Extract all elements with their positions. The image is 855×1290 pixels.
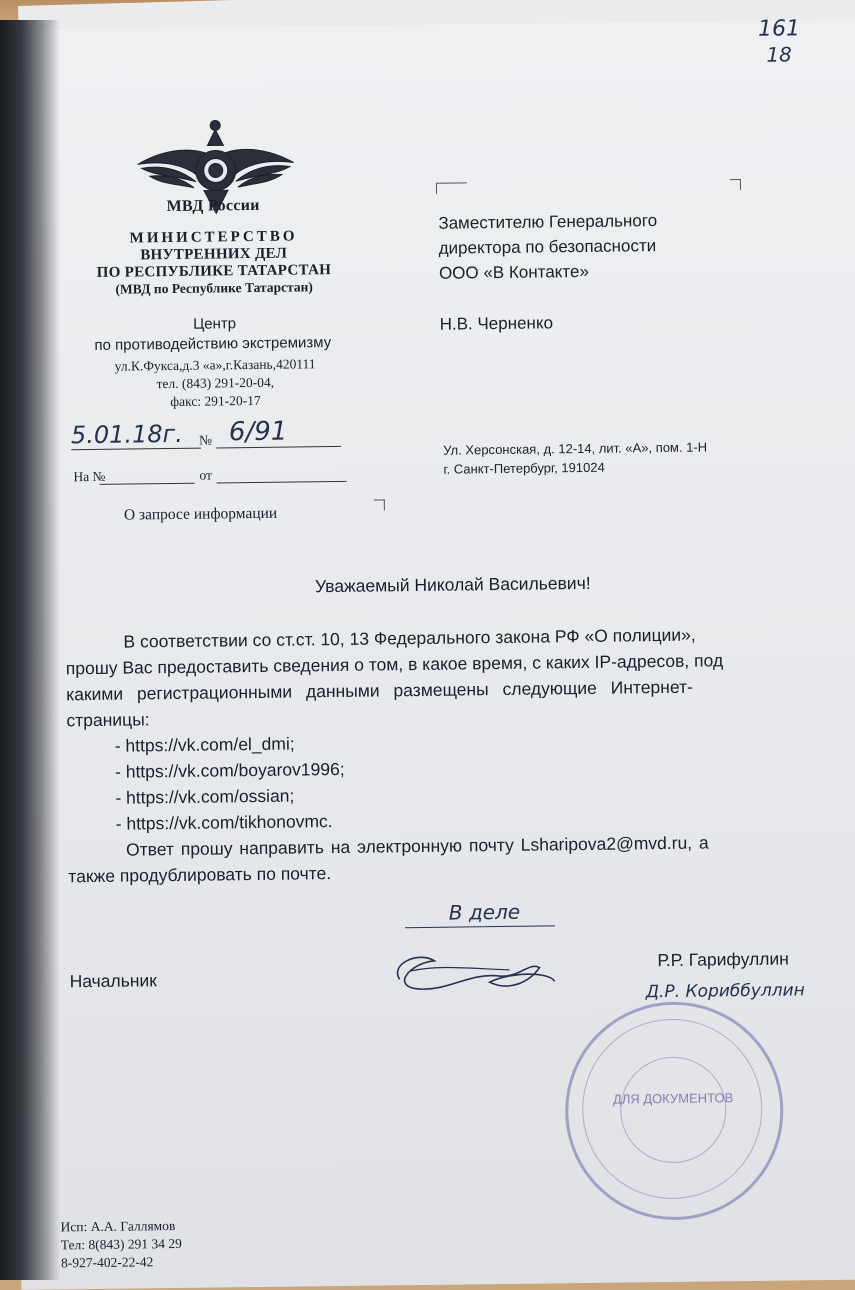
body-line4: страницы:: [66, 709, 150, 731]
letter-page: [6, 16, 855, 1290]
ref-from: от: [199, 467, 213, 483]
salutation: Уважаемый Николай Васильевич!: [314, 572, 591, 597]
sender-fax: факс: 291-20-17: [170, 392, 261, 410]
handwritten-number: 6/91: [228, 416, 288, 448]
link-tikhonovmc: - https://vk.com/tikhonovmc.: [115, 811, 333, 834]
center-line1: Центр: [193, 315, 237, 333]
addressee-line2: директора по безопасности: [438, 236, 657, 258]
photo-shadow-left: [0, 20, 60, 1280]
reply-line1: Ответ прошу направить на электронную почту Lsharipova2@mvd.ru, а: [125, 832, 709, 860]
resolution-underline: [405, 925, 555, 928]
number-sign: №: [198, 432, 213, 448]
executor-phone1: Тел: 8(843) 291 34 29: [60, 1235, 182, 1253]
sender-ministry-abbr: (МВД по Республике Татарстан): [115, 279, 313, 297]
addressee-address-line1: Ул. Херсонская, д. 12-14, лит. «А», пом. 1-Н: [443, 439, 708, 458]
page-number-bottom: 18: [766, 42, 792, 67]
date-underline: [71, 448, 201, 451]
signatory-name: Р.Р. Гарифуллин: [657, 948, 790, 971]
subject: О запросе информации: [123, 504, 278, 524]
ref-number-line: [100, 483, 195, 485]
addressee-line1: Заместителю Генерального: [438, 211, 658, 233]
executor-phone2: 8-927-402-22-42: [60, 1254, 154, 1271]
signature-scribble: [379, 941, 560, 1003]
handwritten-date: 5.01.18г.: [70, 419, 183, 450]
reply-line2: также продублировать по почте.: [68, 863, 332, 887]
stamp-text: ДЛЯ ДОКУМЕНТОВ: [612, 1090, 734, 1107]
sender-ministry-line2: ВНУТРЕННИХ ДЕЛ: [140, 245, 288, 264]
body-line3: какими регистрационными данными размещены следующие Интернет-: [65, 676, 694, 705]
link-ossian: - https://vk.com/ossian;: [115, 785, 295, 808]
sender-ministry-line1: МИНИСТЕРСТВО: [129, 228, 298, 247]
sender-address: ул.К.Фукса,д.3 «а»,г.Казань,420111: [114, 356, 316, 374]
signatory-title: Начальник: [69, 970, 158, 992]
link-boyarov1996: - https://vk.com/boyarov1996;: [114, 758, 345, 782]
sender-ministry-line3: ПО РЕСПУБЛИКЕ ТАТАРСТАН: [96, 262, 332, 281]
stamp: [564, 1001, 785, 1222]
addressee-name: Н.В. Черненко: [439, 313, 554, 334]
ref-date-line: [217, 481, 347, 484]
body-line2: прошу Вас предоставить сведения о том, в какое время, с каких IP-адресов, под: [65, 650, 724, 679]
center-line2: по противодействию экстремизму: [94, 334, 332, 354]
sender-phone: тел. (843) 291-20-04,: [156, 374, 275, 392]
page-number-top: 161: [757, 16, 801, 42]
handwritten-resolution: В деле: [448, 899, 521, 925]
sender-org-short: МВД России: [166, 196, 260, 216]
executor-name: Исп: А.А. Галлямов: [60, 1218, 176, 1235]
link-el-dmi: - https://vk.com/el_dmi;: [114, 733, 295, 756]
body-line1: В соответствии со ст.ст. 10, 13 Федерального закона РФ «О полиции»,: [123, 624, 696, 652]
subject-bracket: [374, 499, 385, 510]
handwritten-name: Д.Р. Кориббуллин: [645, 980, 805, 1003]
addressee-line3: ООО «В Контакте»: [438, 261, 589, 283]
ref-prefix: На №: [73, 468, 106, 485]
addressee-bracket-left: [436, 182, 467, 193]
addressee-address-line2: г. Санкт-Петербург, 191024: [443, 459, 605, 477]
number-underline: [216, 446, 341, 449]
addressee-bracket-right: [730, 179, 741, 190]
